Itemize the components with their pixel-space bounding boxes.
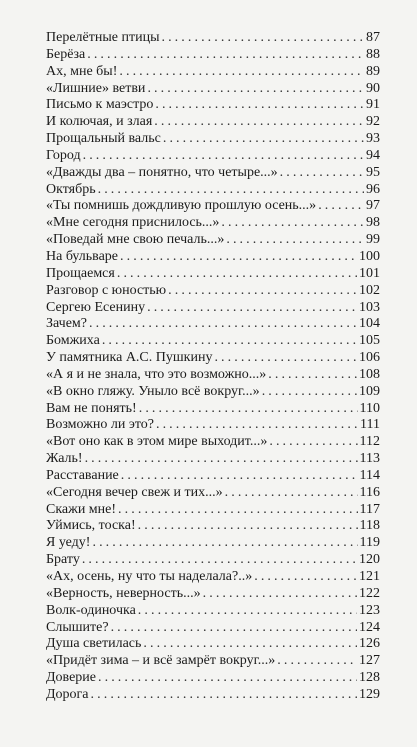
toc-entry-title: «Мне сегодня приснилось...» xyxy=(46,215,220,231)
toc-entry xyxy=(46,518,380,535)
toc-entry-title: Брату xyxy=(46,552,80,568)
toc-entry-title: Зачем? xyxy=(46,316,87,332)
toc-entry-page-number: 116 xyxy=(359,484,380,500)
toc-leader-dots xyxy=(214,350,357,367)
toc-entry-page-number: 128 xyxy=(359,670,380,686)
toc-entry-title: На бульваре xyxy=(46,248,119,264)
toc-entry-title: Расставание xyxy=(46,467,119,483)
toc-entry-title: Жаль! xyxy=(46,451,83,467)
toc-entry-page-number: 97 xyxy=(366,198,380,214)
toc-entry-title: «Дважды два – понятно, что четыре...» xyxy=(46,164,278,180)
toc-entry-page-number: 121 xyxy=(359,569,380,584)
toc-entry-page-number: 90 xyxy=(366,80,380,96)
toc-entry-title: «Лишние» ветви xyxy=(46,80,146,96)
toc-entry xyxy=(46,232,380,249)
toc-entry-title: Дорога xyxy=(46,686,89,702)
toc-entry-title: Скажи мне! xyxy=(46,501,117,517)
toc-leader-dots xyxy=(117,266,357,283)
toc-entry-page-number: 99 xyxy=(366,232,380,248)
toc-entry-title: Ах, мне бы! xyxy=(46,63,118,79)
toc-leader-dots xyxy=(91,687,357,704)
toc-entry-title: «Сегодня вечер свеж и тих...» xyxy=(46,484,223,500)
toc-entry-title: Берёза xyxy=(46,46,86,62)
toc-entry-page-number: 94 xyxy=(366,147,380,163)
toc-entry xyxy=(46,266,380,283)
toc-entry xyxy=(46,670,380,687)
toc-entry-title: «Ах, осень, ну что ты наделала?..» xyxy=(46,569,253,584)
toc-leader-dots xyxy=(87,47,364,64)
toc-entry xyxy=(46,620,380,637)
toc-leader-dots xyxy=(119,64,364,81)
toc-leader-dots xyxy=(83,148,364,165)
toc-entry-title: Разговор с юностью xyxy=(46,282,167,298)
toc-entry-title: «В окно гляжу. Уныло всё вокруг...» xyxy=(46,383,260,399)
toc-entry-page-number: 126 xyxy=(359,636,380,652)
toc-leader-dots xyxy=(277,653,357,670)
toc-entry xyxy=(46,535,380,552)
toc-entry xyxy=(46,586,380,603)
toc-leader-dots xyxy=(121,468,358,485)
toc-leader-dots xyxy=(280,165,364,182)
toc-entry xyxy=(46,97,380,114)
toc-leader-dots xyxy=(139,401,358,418)
toc-entry xyxy=(46,569,380,586)
toc-entry-page-number: 96 xyxy=(366,181,380,197)
toc-entry xyxy=(46,502,380,519)
toc-entry-page-number: 118 xyxy=(359,518,380,534)
toc-leader-dots xyxy=(268,367,357,384)
toc-entry-page-number: 106 xyxy=(359,350,380,366)
toc-entry-page-number: 120 xyxy=(359,552,380,568)
toc-entry-title: Бомжиха xyxy=(46,333,100,349)
toc-entry-page-number: 113 xyxy=(359,451,380,467)
toc-leader-dots xyxy=(89,316,357,333)
toc-leader-dots xyxy=(85,451,358,468)
toc-entry-page-number: 112 xyxy=(359,434,380,450)
toc-entry xyxy=(46,114,380,131)
toc-leader-dots xyxy=(98,182,364,199)
toc-leader-dots xyxy=(154,114,364,131)
toc-entry xyxy=(46,653,380,670)
toc-leader-dots xyxy=(318,198,364,215)
toc-entry-page-number: 129 xyxy=(359,686,380,702)
toc-entry xyxy=(46,283,380,300)
toc-leader-dots xyxy=(161,30,364,47)
toc-leader-dots xyxy=(138,518,358,535)
toc-entry-page-number: 110 xyxy=(359,400,380,416)
toc-entry-title: Я уеду! xyxy=(46,535,91,551)
toc-entry-title: Прощальный вальс xyxy=(46,131,161,147)
toc-entry-title: Возможно ли это? xyxy=(46,417,154,433)
toc-leader-dots xyxy=(163,131,364,148)
toc-leader-dots xyxy=(82,552,357,569)
toc-entry-page-number: 123 xyxy=(359,602,380,618)
toc-entry-page-number: 122 xyxy=(359,585,380,601)
toc-entry-title: «Вот оно как в этом мире выходит...» xyxy=(46,434,268,450)
toc-entry-page-number: 87 xyxy=(366,30,380,45)
toc-entry-page-number: 105 xyxy=(359,333,380,349)
toc-leader-dots xyxy=(221,215,364,232)
toc-leader-dots xyxy=(254,569,357,586)
toc-entry xyxy=(46,131,380,148)
toc-leader-dots xyxy=(147,81,364,98)
toc-leader-dots xyxy=(120,249,357,266)
toc-entry xyxy=(46,215,380,232)
toc-entry-page-number: 109 xyxy=(359,383,380,399)
toc-entry-title: «Ты помнишь дождливую прошлую осень...» xyxy=(46,198,317,214)
toc-entry xyxy=(46,468,380,485)
toc-leader-dots xyxy=(111,620,357,637)
toc-entry-title: И колючая, и злая xyxy=(46,114,153,130)
toc-entry-page-number: 92 xyxy=(366,114,380,130)
toc-entry-page-number: 114 xyxy=(359,467,380,483)
toc-entry-title: Уймись, тоска! xyxy=(46,518,136,534)
toc-entry-page-number: 89 xyxy=(366,63,380,79)
toc-entry-title: «Придёт зима – и всё замрёт вокруг...» xyxy=(46,653,276,669)
toc-entry-page-number: 93 xyxy=(366,131,380,147)
toc-leader-dots xyxy=(226,232,364,249)
toc-leader-dots xyxy=(92,535,357,552)
toc-entry xyxy=(46,636,380,653)
toc-entry xyxy=(46,603,380,620)
table-of-contents xyxy=(46,30,380,704)
toc-leader-dots xyxy=(102,333,357,350)
toc-leader-dots xyxy=(156,417,358,434)
toc-leader-dots xyxy=(269,434,357,451)
toc-entry-page-number: 119 xyxy=(359,535,380,551)
toc-entry-page-number: 91 xyxy=(366,97,380,113)
toc-entry-page-number: 111 xyxy=(360,417,380,433)
toc-leader-dots xyxy=(168,283,357,300)
toc-entry xyxy=(46,300,380,317)
toc-entry xyxy=(46,64,380,81)
toc-leader-dots xyxy=(138,603,357,620)
toc-entry-title: Прощаемся xyxy=(46,265,115,281)
toc-entry xyxy=(46,552,380,569)
toc-entry-title: Сергею Есенину xyxy=(46,299,146,315)
toc-entry xyxy=(46,316,380,333)
toc-entry-title: Город xyxy=(46,147,81,163)
toc-entry-title: Письмо к маэстро xyxy=(46,97,154,113)
toc-entry xyxy=(46,401,380,418)
toc-entry-page-number: 117 xyxy=(359,501,380,517)
toc-entry xyxy=(46,367,380,384)
toc-leader-dots xyxy=(143,636,357,653)
toc-entry xyxy=(46,350,380,367)
toc-entry-title: Слышите? xyxy=(46,619,109,635)
toc-entry-title: «Верность, неверность...» xyxy=(46,585,201,601)
toc-leader-dots xyxy=(262,384,357,401)
toc-leader-dots xyxy=(203,586,357,603)
toc-entry-title: Душа светилась xyxy=(46,636,142,652)
toc-entry xyxy=(46,47,380,64)
toc-entry xyxy=(46,182,380,199)
toc-entry-page-number: 102 xyxy=(359,282,380,298)
toc-entry xyxy=(46,451,380,468)
toc-entry-page-number: 100 xyxy=(359,248,380,264)
toc-entry-page-number: 103 xyxy=(359,299,380,315)
toc-entry xyxy=(46,165,380,182)
toc-entry-page-number: 108 xyxy=(359,366,380,382)
toc-entry-page-number: 88 xyxy=(366,46,380,62)
toc-leader-dots xyxy=(147,300,357,317)
toc-entry-page-number: 95 xyxy=(366,164,380,180)
toc-entry-title: У памятника А.С. Пушкину xyxy=(46,350,213,366)
toc-leader-dots xyxy=(118,502,357,519)
toc-entry xyxy=(46,434,380,451)
toc-entry-page-number: 104 xyxy=(359,316,380,332)
toc-entry xyxy=(46,30,380,47)
toc-entry-title: Вам не понять! xyxy=(46,400,137,416)
toc-leader-dots xyxy=(225,485,358,502)
toc-entry-title: Перелётные птицы xyxy=(46,30,160,45)
toc-entry xyxy=(46,198,380,215)
toc-entry-page-number: 124 xyxy=(359,619,380,635)
toc-entry-title: Волк-одиночка xyxy=(46,602,136,618)
toc-entry xyxy=(46,384,380,401)
toc-entry-title: Доверие xyxy=(46,670,96,686)
toc-entry xyxy=(46,249,380,266)
toc-entry-page-number: 101 xyxy=(359,265,380,281)
toc-entry xyxy=(46,417,380,434)
toc-entry-title: Октябрь xyxy=(46,181,96,197)
toc-entry-title: «А я и не знала, что это возможно...» xyxy=(46,366,267,382)
toc-leader-dots xyxy=(155,97,364,114)
toc-entry xyxy=(46,687,380,704)
toc-entry-page-number: 98 xyxy=(366,215,380,231)
toc-leader-dots xyxy=(98,670,357,687)
toc-entry xyxy=(46,81,380,98)
toc-entry xyxy=(46,485,380,502)
toc-entry xyxy=(46,148,380,165)
toc-entry-page-number: 127 xyxy=(359,653,380,669)
toc-entry xyxy=(46,333,380,350)
toc-entry-title: «Поведай мне свою печаль...» xyxy=(46,232,225,248)
